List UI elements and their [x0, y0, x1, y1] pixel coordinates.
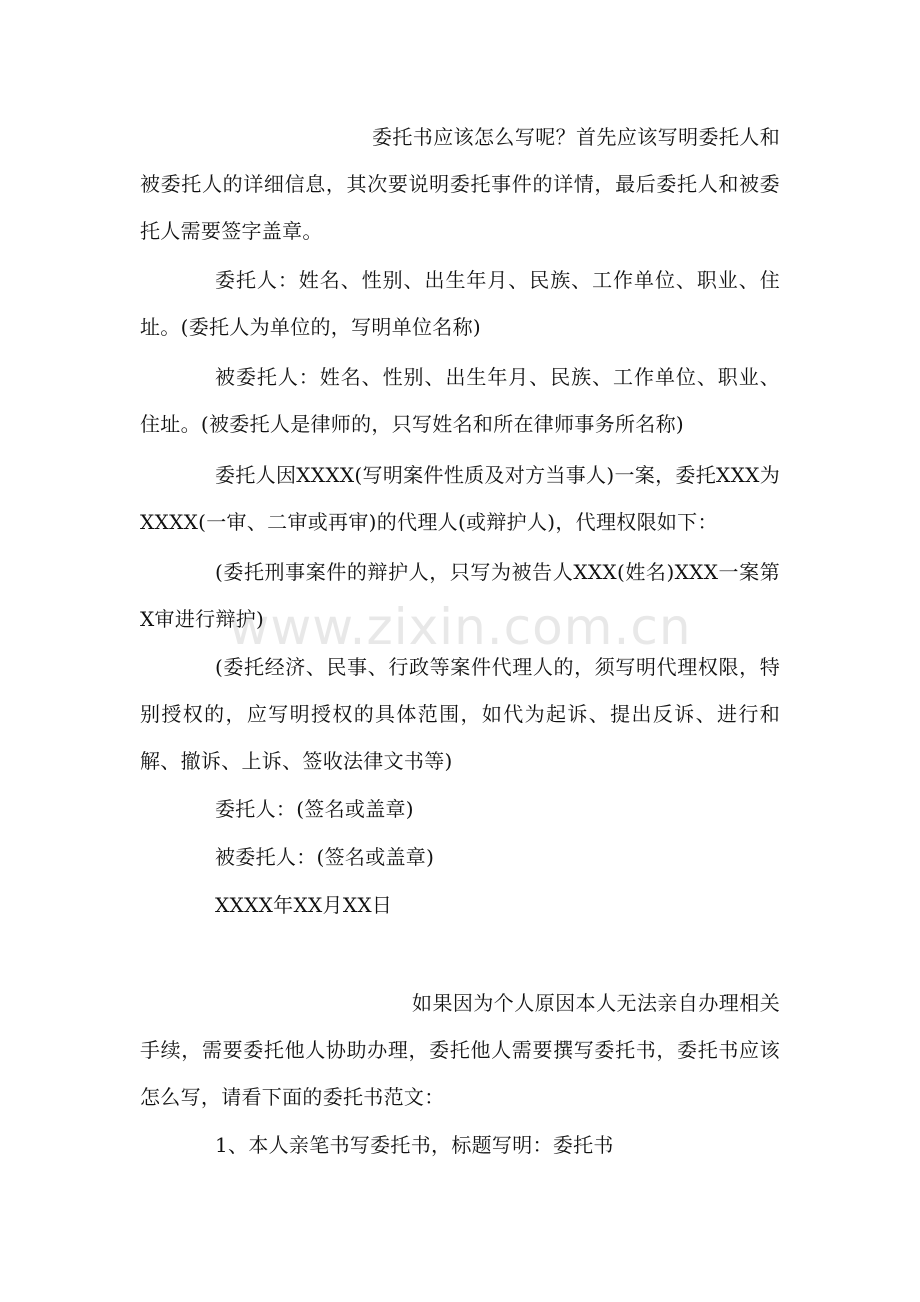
step-one-paragraph: 1、本人亲笔书写委托书，标题写明：委托书 — [215, 1133, 614, 1157]
criminal-note-paragraph: (委托刑事案件的辩护人，只写为被告人XXX(姓名)XXX一案第X审进行辩护) — [140, 560, 780, 631]
agent-signature-line: 被委托人：(签名或盖章) — [215, 845, 435, 869]
date-line: XXXX年XX月XX日 — [215, 893, 393, 917]
principal-signature-line: 委托人：(签名或盖章) — [215, 797, 414, 821]
watermark-text: www.zixin.com.cn — [228, 598, 692, 656]
second-intro-paragraph: 如果因为个人原因本人无法亲自办理相关手续，需要委托他人协助办理，委托他人需要撰写委托书，委托书应该怎么写，请看下面的委托书范文： — [140, 991, 780, 1109]
agent-info-paragraph: 被委托人：姓名、性别、出生年月、民族、工作单位、职业、住址。(被委托人是律师的，只写姓名和所在律师事务所名称) — [140, 365, 780, 436]
civil-note-paragraph: (委托经济、民事、行政等案件代理人的，须写明代理权限，特别授权的，应写明授权的具体范围，如代为起诉、提出反诉、进行和解、撤诉、上诉、签收法律文书等) — [140, 655, 780, 773]
principal-info-paragraph: 委托人：姓名、性别、出生年月、民族、工作单位、职业、住址。(委托人为单位的，写明单位名称) — [140, 268, 780, 339]
intro-paragraph: 委托书应该怎么写呢？首先应该写明委托人和被委托人的详细信息，其次要说明委托事件的详情，最后委托人和被委托人需要签字盖章。 — [140, 125, 780, 243]
case-paragraph: 委托人因XXXX(写明案件性质及对方当事人)一案，委托XXX为XXXX(一审、二审或再审)的代理人(或辩护人)，代理权限如下： — [140, 463, 780, 534]
